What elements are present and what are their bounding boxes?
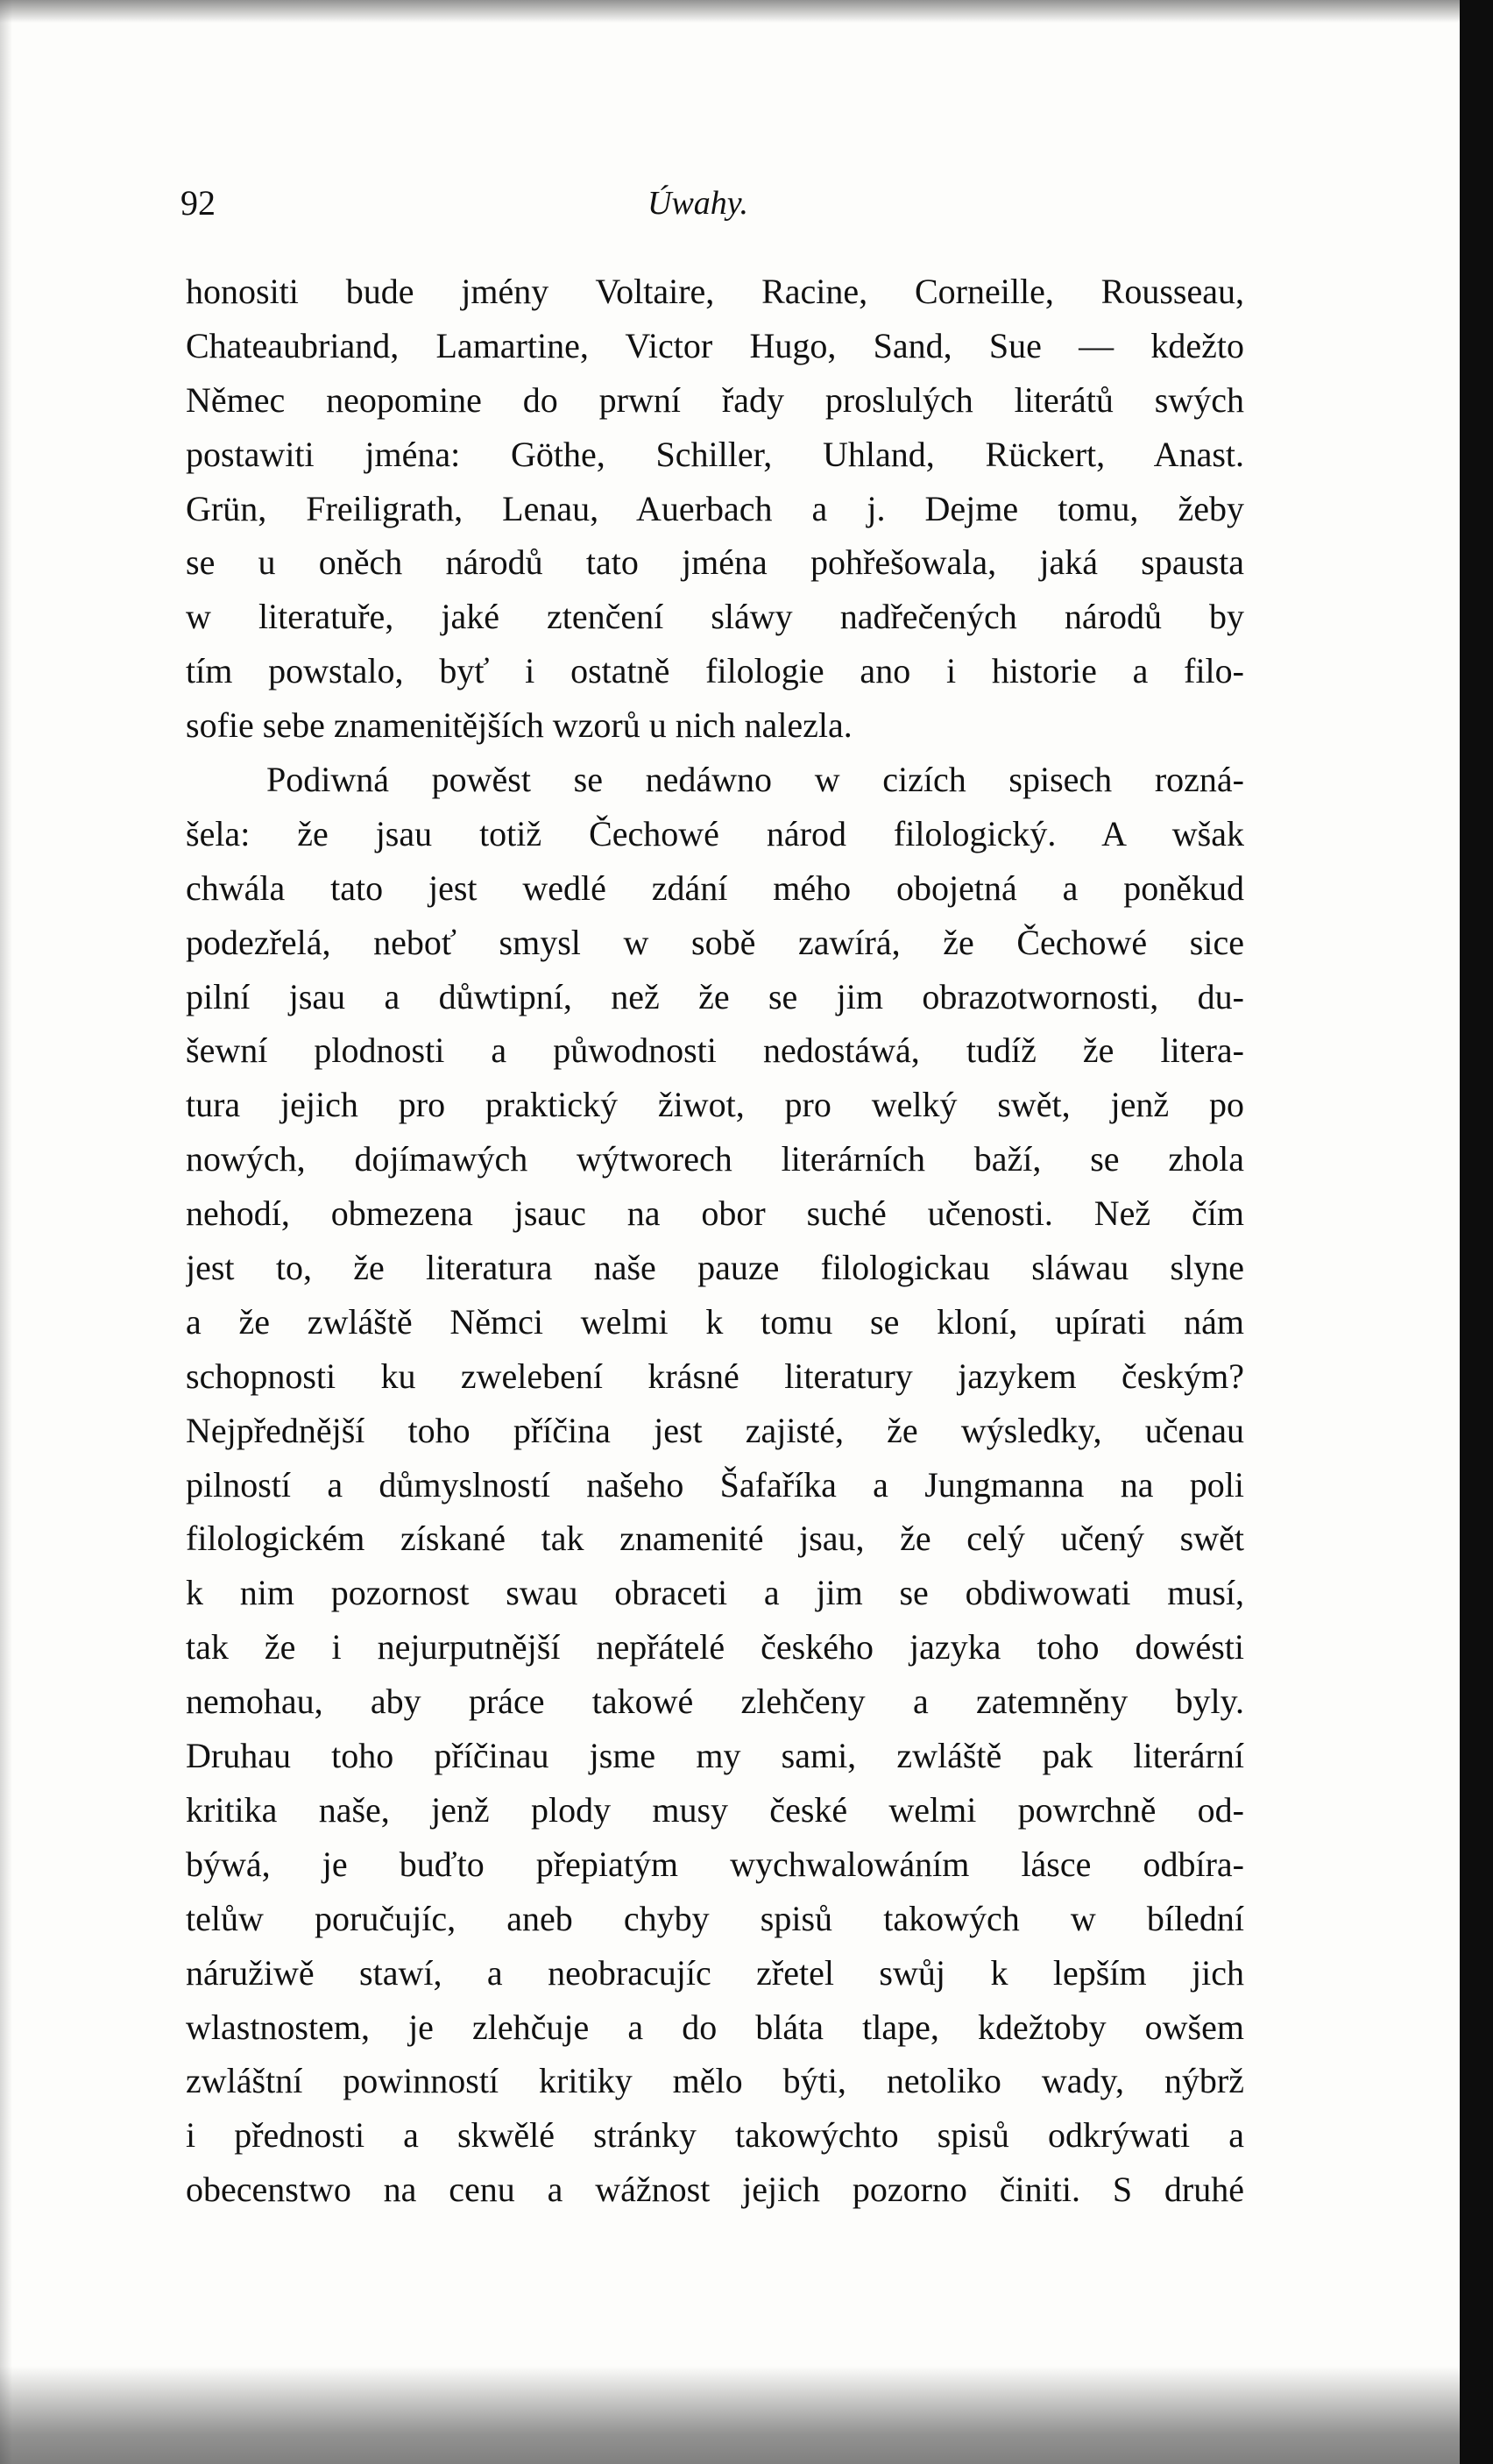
text-line: Chateaubriand, Lamartine, Victor Hugo, Sand, Sue — kdežto <box>186 325 1244 365</box>
text-line: náružiwě stawí, a neobracujíc zřetel swůj k lepším jich <box>186 1952 1244 1993</box>
paragraph-container <box>186 265 1244 2217</box>
text-line: nehodí, obmezena jsauc na obor suché učenosti. Než čím <box>186 1193 1244 1234</box>
text-line: pilností a důmyslností našeho Šafaříka a Jungmanna na poli <box>186 1464 1244 1505</box>
text-line: chwála tato jest wedlé zdání mého obojetná a poněkud <box>186 867 1244 908</box>
text-line: podezřelá, neboť smysl w sobě zawírá, že Čechowé sice <box>186 922 1244 962</box>
running-title: Úwahy. <box>647 185 749 222</box>
scan-left-edge <box>0 0 12 2464</box>
text-line: nemohau, aby práce takowé zlehčeny a zatemněny byly. <box>186 1682 1244 1722</box>
text-line: tak že i nejurputnější nepřátelé českého jazyka toho dowésti <box>186 1627 1244 1667</box>
text-line: býwá, je buďto přepiatým wychwalowáním lásce odbíra- <box>186 1844 1244 1884</box>
text-line: Němec neopomine do prwní řady proslulých literátů swých <box>186 379 1244 420</box>
paragraph <box>186 265 1244 753</box>
text-line: se u oněch národů tato jména pohřešowala, jaká spausta <box>186 542 1244 583</box>
text-line: honositi bude jmény Voltaire, Racine, Corneille, Rousseau, <box>186 272 1244 311</box>
text-line: Grün, Freiligrath, Lenau, Auerbach a j. Dejme tomu, žeby <box>186 488 1244 528</box>
text-line: šewní plodnosti a půwodnosti nedostáwá, tudíž že litera- <box>186 1030 1244 1071</box>
body-text <box>186 265 1244 2217</box>
text-line: kritika naše, jenž plody musy české welmi powrchně od- <box>186 1789 1244 1830</box>
text-line: pilní jsau a důwtipní, než že se jim obrazotwornosti, du- <box>186 976 1244 1016</box>
scan-right-border <box>1460 0 1493 2464</box>
text-line: w literatuře, jaké ztenčení sláwy nadřečených národů by <box>186 597 1244 637</box>
text-line: šela: že jsau totiž Čechowé národ filologický. A wšak <box>186 813 1244 853</box>
scan-top-edge <box>0 0 1460 23</box>
text-line: k nim pozornost swau obraceti a jim se obdiwowati musí, <box>186 1573 1244 1613</box>
scan-bottom-edge <box>0 2366 1460 2464</box>
text-line: i přednosti a skwělé stránky takowýchto spisů odkrýwati a <box>186 2115 1244 2156</box>
text-line: Podiwná powěst se nedáwno w cizích spisech rozná- <box>266 760 1244 800</box>
text-line: a že zwláště Němci welmi k tomu se kloní, upírati nám <box>186 1301 1244 1342</box>
text-line: jest to, že literatura naše pauze filologickau sláwau slyne <box>186 1248 1244 1288</box>
text-line: tím powstalo, byť i ostatně filologie ano i historie a filo- <box>186 651 1244 691</box>
text-line: filologickém získané tak znamenité jsau, že celý učený swět <box>186 1519 1244 1559</box>
text-line: obecenstwo na cenu a wážnost jejich pozorno činiti. S druhé <box>186 2170 1244 2210</box>
paragraph <box>186 753 1244 2217</box>
text-line: Druhau toho příčinau jsme my sami, zwláště pak literární <box>186 1736 1244 1776</box>
text-line: wlastnostem, je zlehčuje a do bláta tlape, kdežtoby owšem <box>186 2007 1244 2047</box>
page-header <box>0 181 1460 226</box>
text-line: schopnosti ku zwelebení krásné literatury jazykem českým? <box>186 1356 1244 1396</box>
text-line: Nejpřednější toho příčina jest zajisté, že wýsledky, učenau <box>186 1410 1244 1450</box>
text-line: postawiti jména: Göthe, Schiller, Uhland, Rückert, Anast. <box>186 434 1244 474</box>
page-number: 92 <box>180 183 216 223</box>
text-line: zwláštní powinností kritiky mělo býti, netoliko wady, nýbrž <box>186 2061 1244 2101</box>
text-line: nowých, dojímawých wýtworech literárních baží, se zhola <box>186 1139 1244 1179</box>
text-line: sofie sebe znamenitějších wzorů u nich nalezla. <box>186 705 853 746</box>
text-line: tura jejich pro praktický žiwot, pro welký swět, jenž po <box>186 1085 1244 1125</box>
text-line: telůw poručujíc, aneb chyby spisů takowých w bílední <box>186 1898 1244 1938</box>
